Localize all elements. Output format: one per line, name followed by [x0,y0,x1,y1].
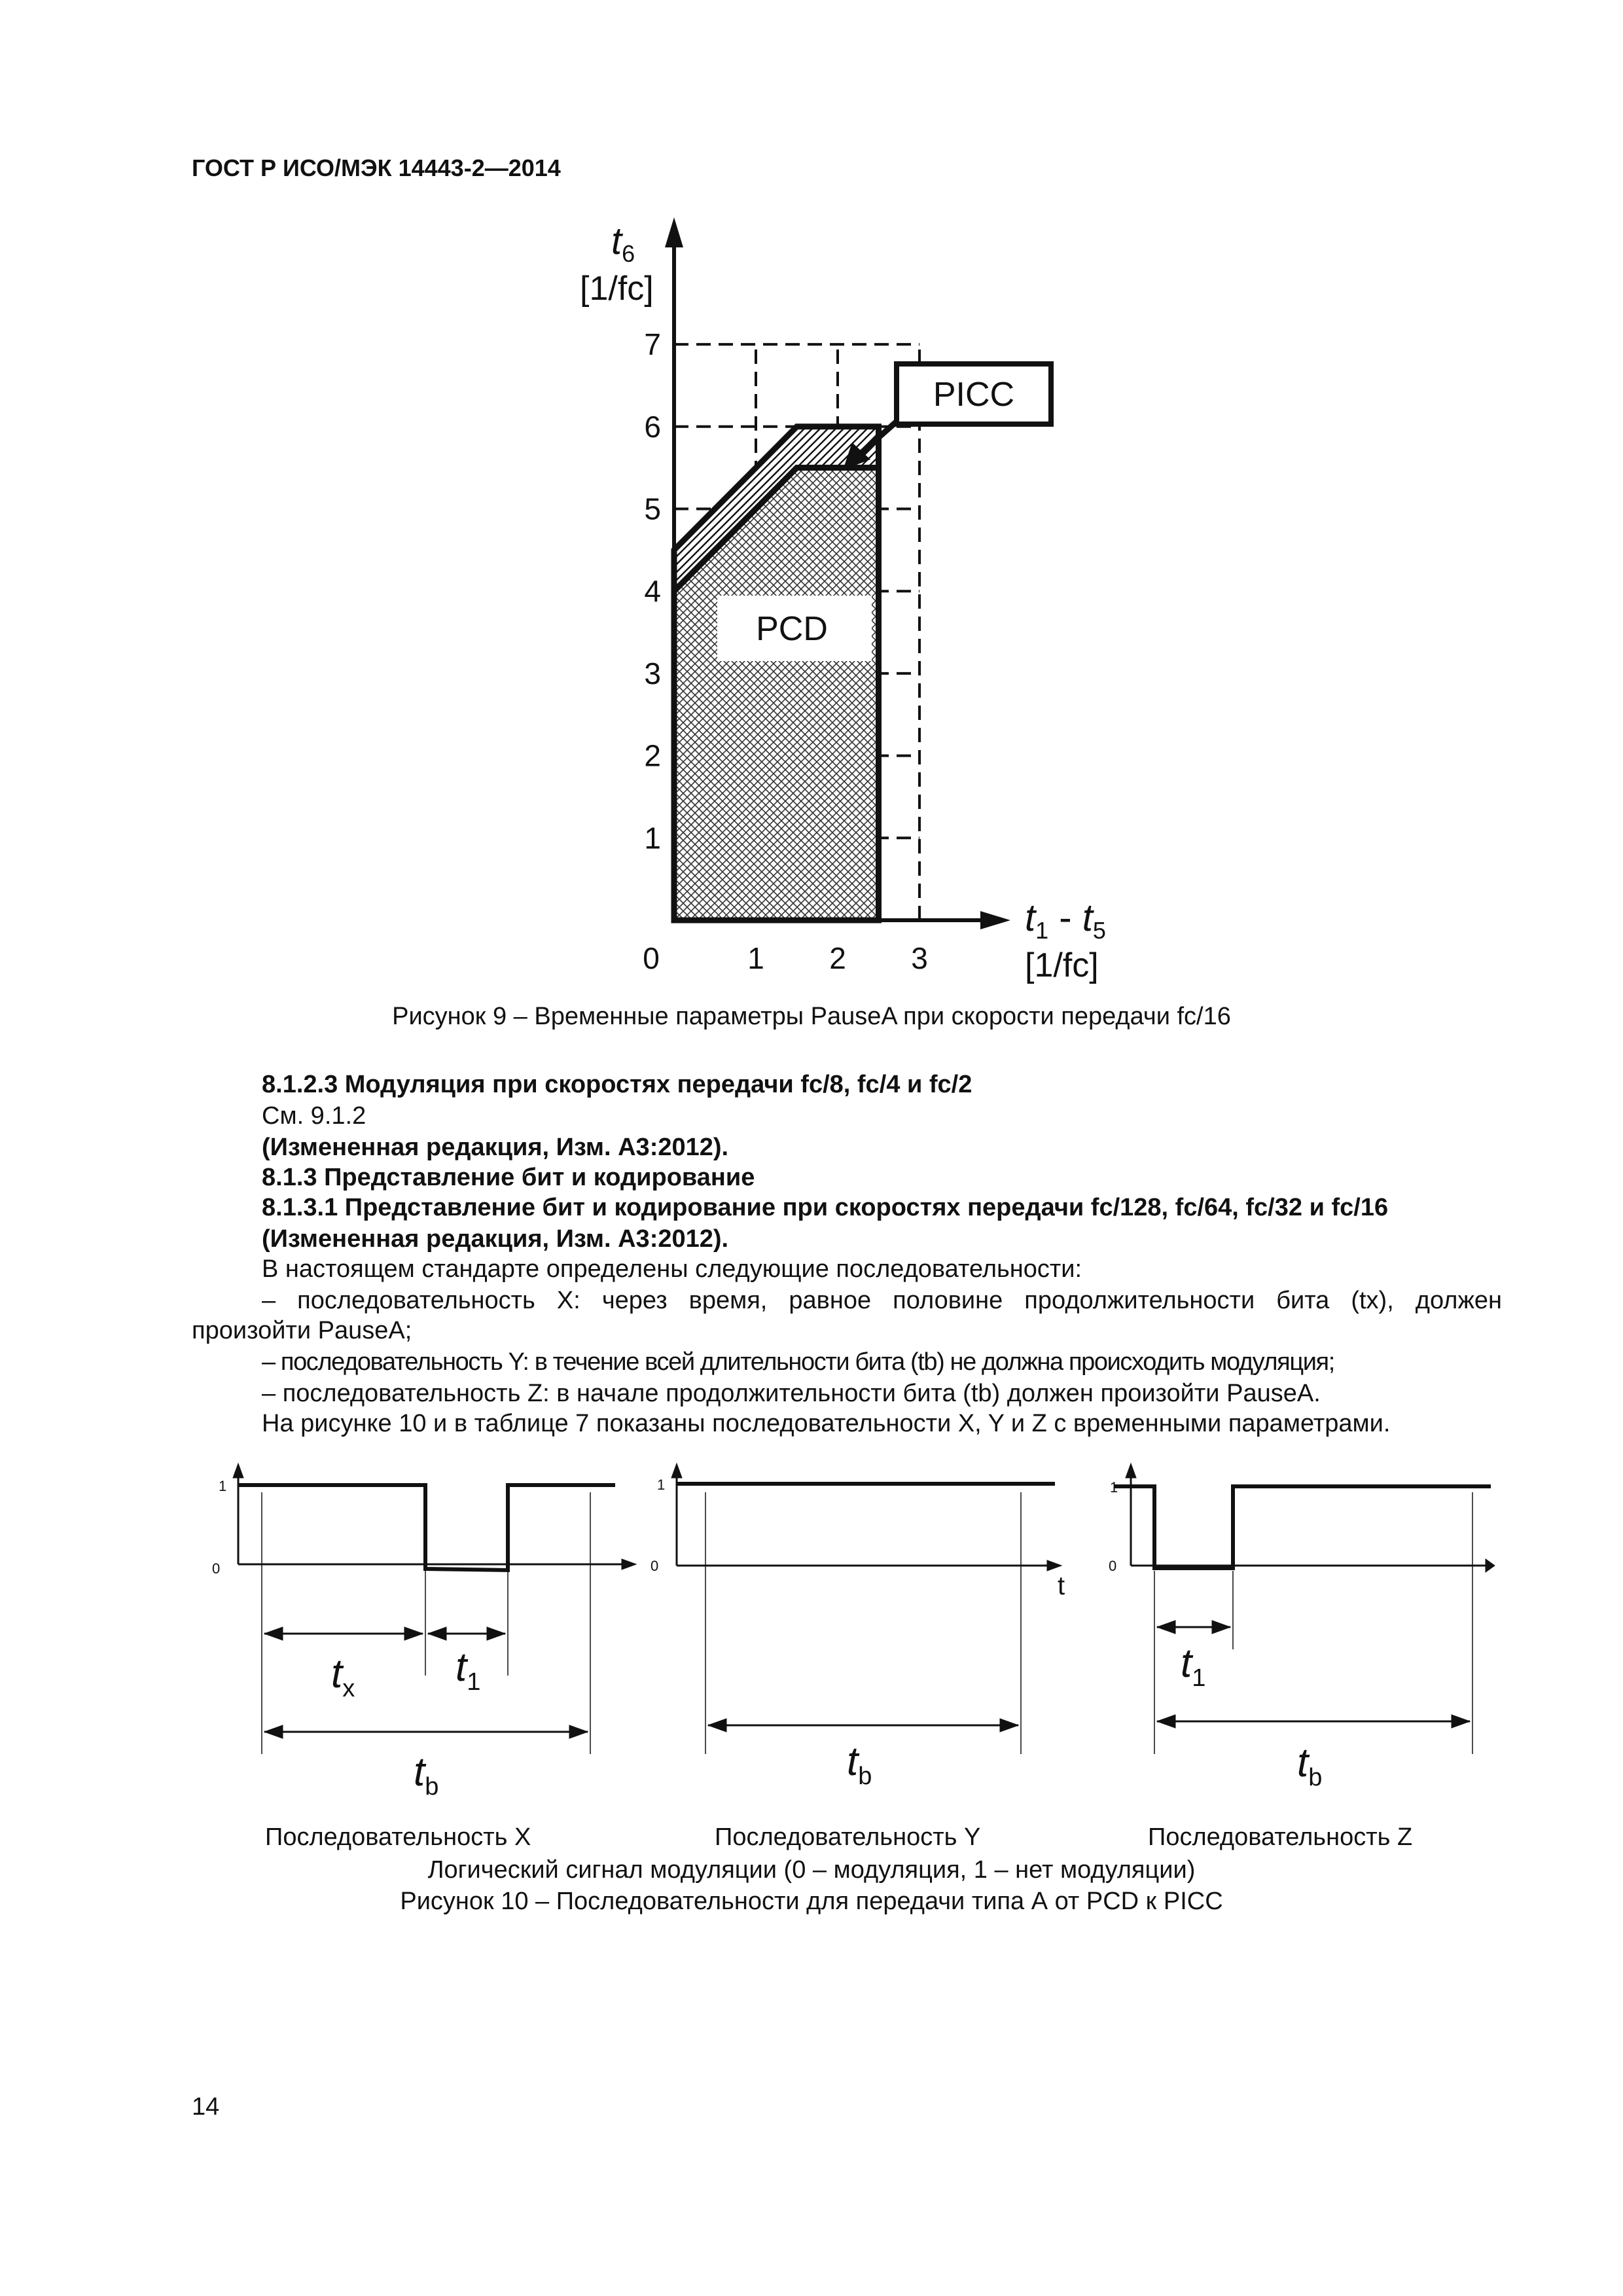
section-8-1-2-3-reference: См. 9.1.2 [262,1102,366,1130]
y-tick-label: 3 [644,656,661,691]
label-tb-x: $t_b$ [414,1749,439,1801]
pcd-label: PCD [756,610,828,648]
label-t1-z: $t_1$ [1181,1641,1206,1692]
sequence-z-text: – последовательность Z: в начале продолжительности бита (tb) должен произойти PauseA. [262,1380,1321,1407]
y-tick-label: 2 [644,738,661,773]
x-axis-label: $t_1 - t_5$ [1025,897,1106,944]
y-tick-label: 7 [644,327,661,362]
sequence-y-text: – последовательность Y: в течение всей длительности бита (tb) не должна происходить модуляция; [262,1348,1334,1376]
x-tick-label: 2 [829,941,846,975]
sequence-y-diagram [671,1463,1061,1754]
y-axis-label: $t_6$ [611,220,635,267]
figure-10-caption: Рисунок 10 – Последовательности для передачи типа А от PCD к PICC [400,1888,1223,1915]
sequence-z-label: Последовательность Z [1148,1823,1413,1851]
sequences-intro: В настоящем стандарте определены следующие последовательности: [262,1255,1082,1283]
sequence-y-label: Последовательность Y [715,1823,981,1851]
figure-10-diagram [0,1440,1623,1806]
section-8-1-3-1-title: 8.1.3.1 Представление бит и кодирование при скоростях передачи fc/128, fc/64, fc/32 и fc/16 [262,1194,1389,1221]
amendment-note-1: (Измененная редакция, Изм. А3:2012). [262,1134,729,1161]
y-tick-label: 4 [644,574,661,609]
y-tick-label: 5 [644,492,661,526]
x-axis-unit: [1/fc] [1025,946,1099,984]
x-level-1: 1 [219,1478,227,1494]
picc-label: PICC [933,376,1015,414]
document-header: ГОСТ Р ИСО/МЭК 14443-2—2014 [192,154,561,181]
x-tick-label: 0 [643,941,660,975]
label-tb-y: $t_b$ [847,1739,872,1790]
section-8-1-2-3-title: 8.1.2.3 Модуляция при скоростях передачи fc/8, fc/4 и fc/2 [262,1071,972,1098]
label-tx: $t_x$ [331,1651,355,1702]
sequence-x-text-1: – последовательность X: через время, равное половине продолжительности бита (tx), должен [262,1287,1502,1314]
page-number: 14 [192,2093,220,2121]
amendment-note-2: (Измененная редакция, Изм. А3:2012). [262,1225,729,1253]
label-tb-z: $t_b$ [1297,1740,1323,1791]
z-level-0: 0 [1109,1558,1117,1574]
section-8-1-3-title: 8.1.3 Представление бит и кодирование [262,1164,755,1191]
sequence-x-text-2: произойти PauseA; [192,1317,412,1344]
x-level-0: 0 [212,1560,221,1577]
x-tick-label: 1 [747,941,764,975]
y-level-0: 0 [651,1558,659,1574]
x-axis-arrow-icon [980,911,1010,929]
y-level-1: 1 [657,1477,666,1493]
z-level-1: 1 [1110,1479,1118,1496]
sequence-x-diagram [233,1463,636,1754]
label-t1-x: $t_1$ [455,1645,481,1696]
sequence-z-diagram [1114,1463,1495,1754]
time-axis-label: t [1058,1571,1065,1600]
x-tick-label: 3 [911,941,928,975]
sequence-x-label: Последовательность X [265,1823,531,1851]
y-axis-arrow-icon [665,217,683,247]
figure-9-caption: Рисунок 9 – Временные параметры PauseA при скорости передачи fc/16 [392,1003,1231,1030]
y-axis-unit: [1/fc] [580,270,654,308]
y-tick-label: 6 [644,409,661,444]
modulation-legend: Логический сигнал модуляции (0 – модуляция, 1 – нет модуляции) [427,1856,1196,1884]
figure-9-chart [0,0,1623,995]
y-tick-label: 1 [644,821,661,855]
figure-10-reference: На рисунке 10 и в таблице 7 показаны последовательности X, Y и Z с временными параметрами. [262,1410,1391,1437]
